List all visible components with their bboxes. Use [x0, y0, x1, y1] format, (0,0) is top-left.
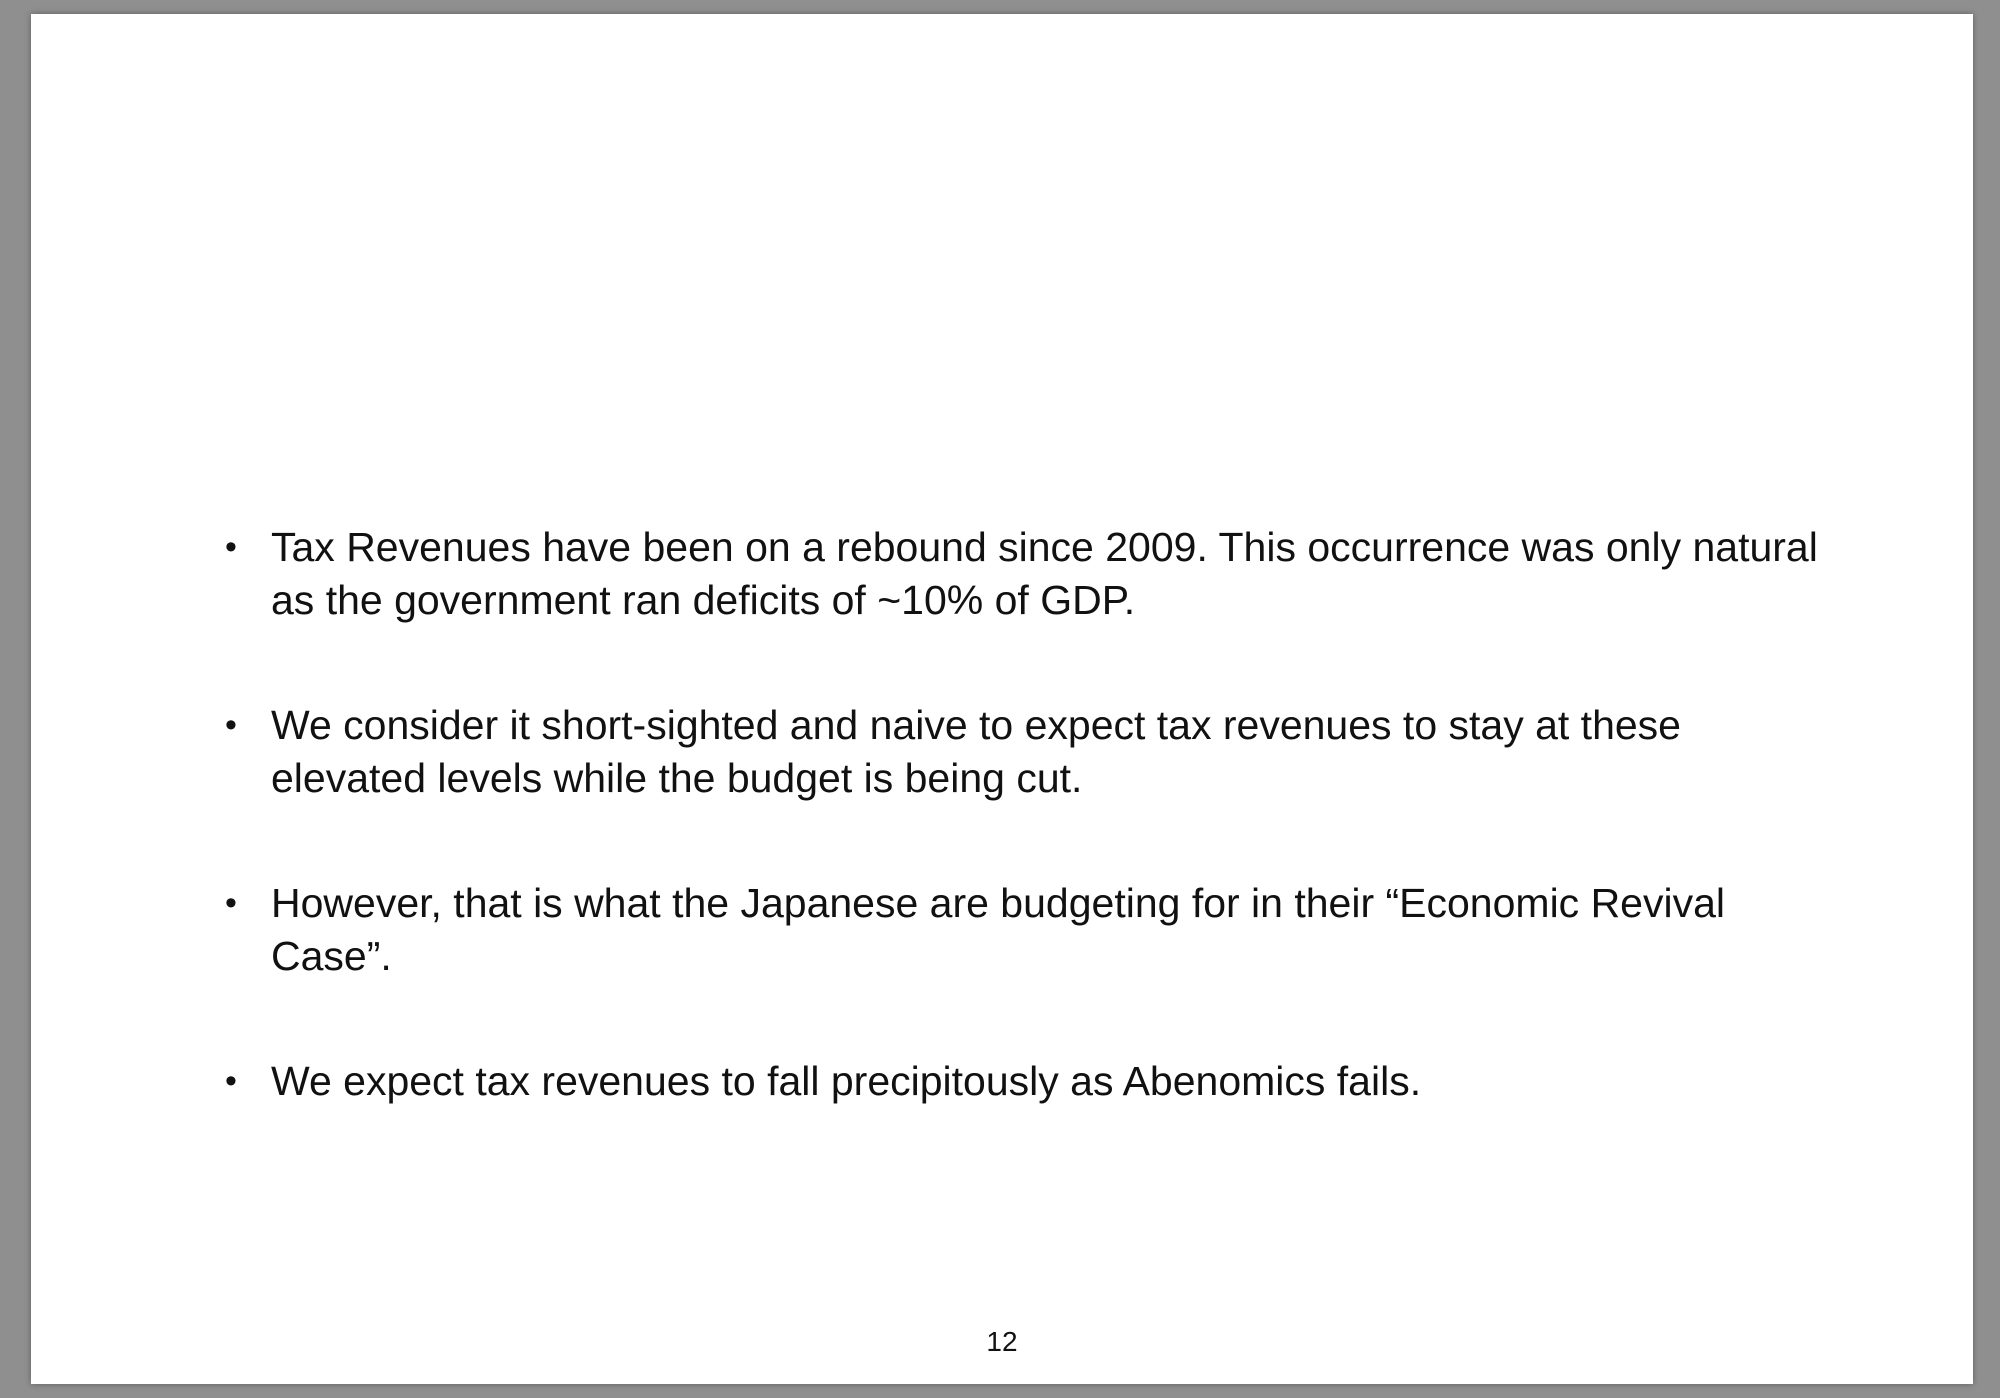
bullet-item [225, 699, 1831, 805]
bullet-icon: • [225, 884, 237, 922]
bullet-item [225, 877, 1831, 983]
bullet-icon: • [225, 528, 237, 566]
bullet-item [225, 1055, 1831, 1108]
bullet-text: However, that is what the Japanese are budgeting for in their “Economic Revival Case”. [271, 880, 1725, 979]
bullet-text: We expect tax revenues to fall precipitously as Abenomics fails. [271, 1058, 1422, 1104]
bullet-list [225, 521, 1831, 1180]
bullet-icon: • [225, 1062, 237, 1100]
bullet-text: Tax Revenues have been on a rebound since 2009. This occurrence was only natural as the government ran deficits of ~10% of GDP. [271, 524, 1818, 623]
slide-page [31, 14, 1973, 1384]
bullet-item [225, 521, 1831, 627]
page-number: 12 [986, 1326, 1018, 1357]
bullet-text: We consider it short-sighted and naive to expect tax revenues to stay at these elevated levels while the budget is being cut. [271, 702, 1681, 801]
bullet-icon: • [225, 706, 237, 744]
